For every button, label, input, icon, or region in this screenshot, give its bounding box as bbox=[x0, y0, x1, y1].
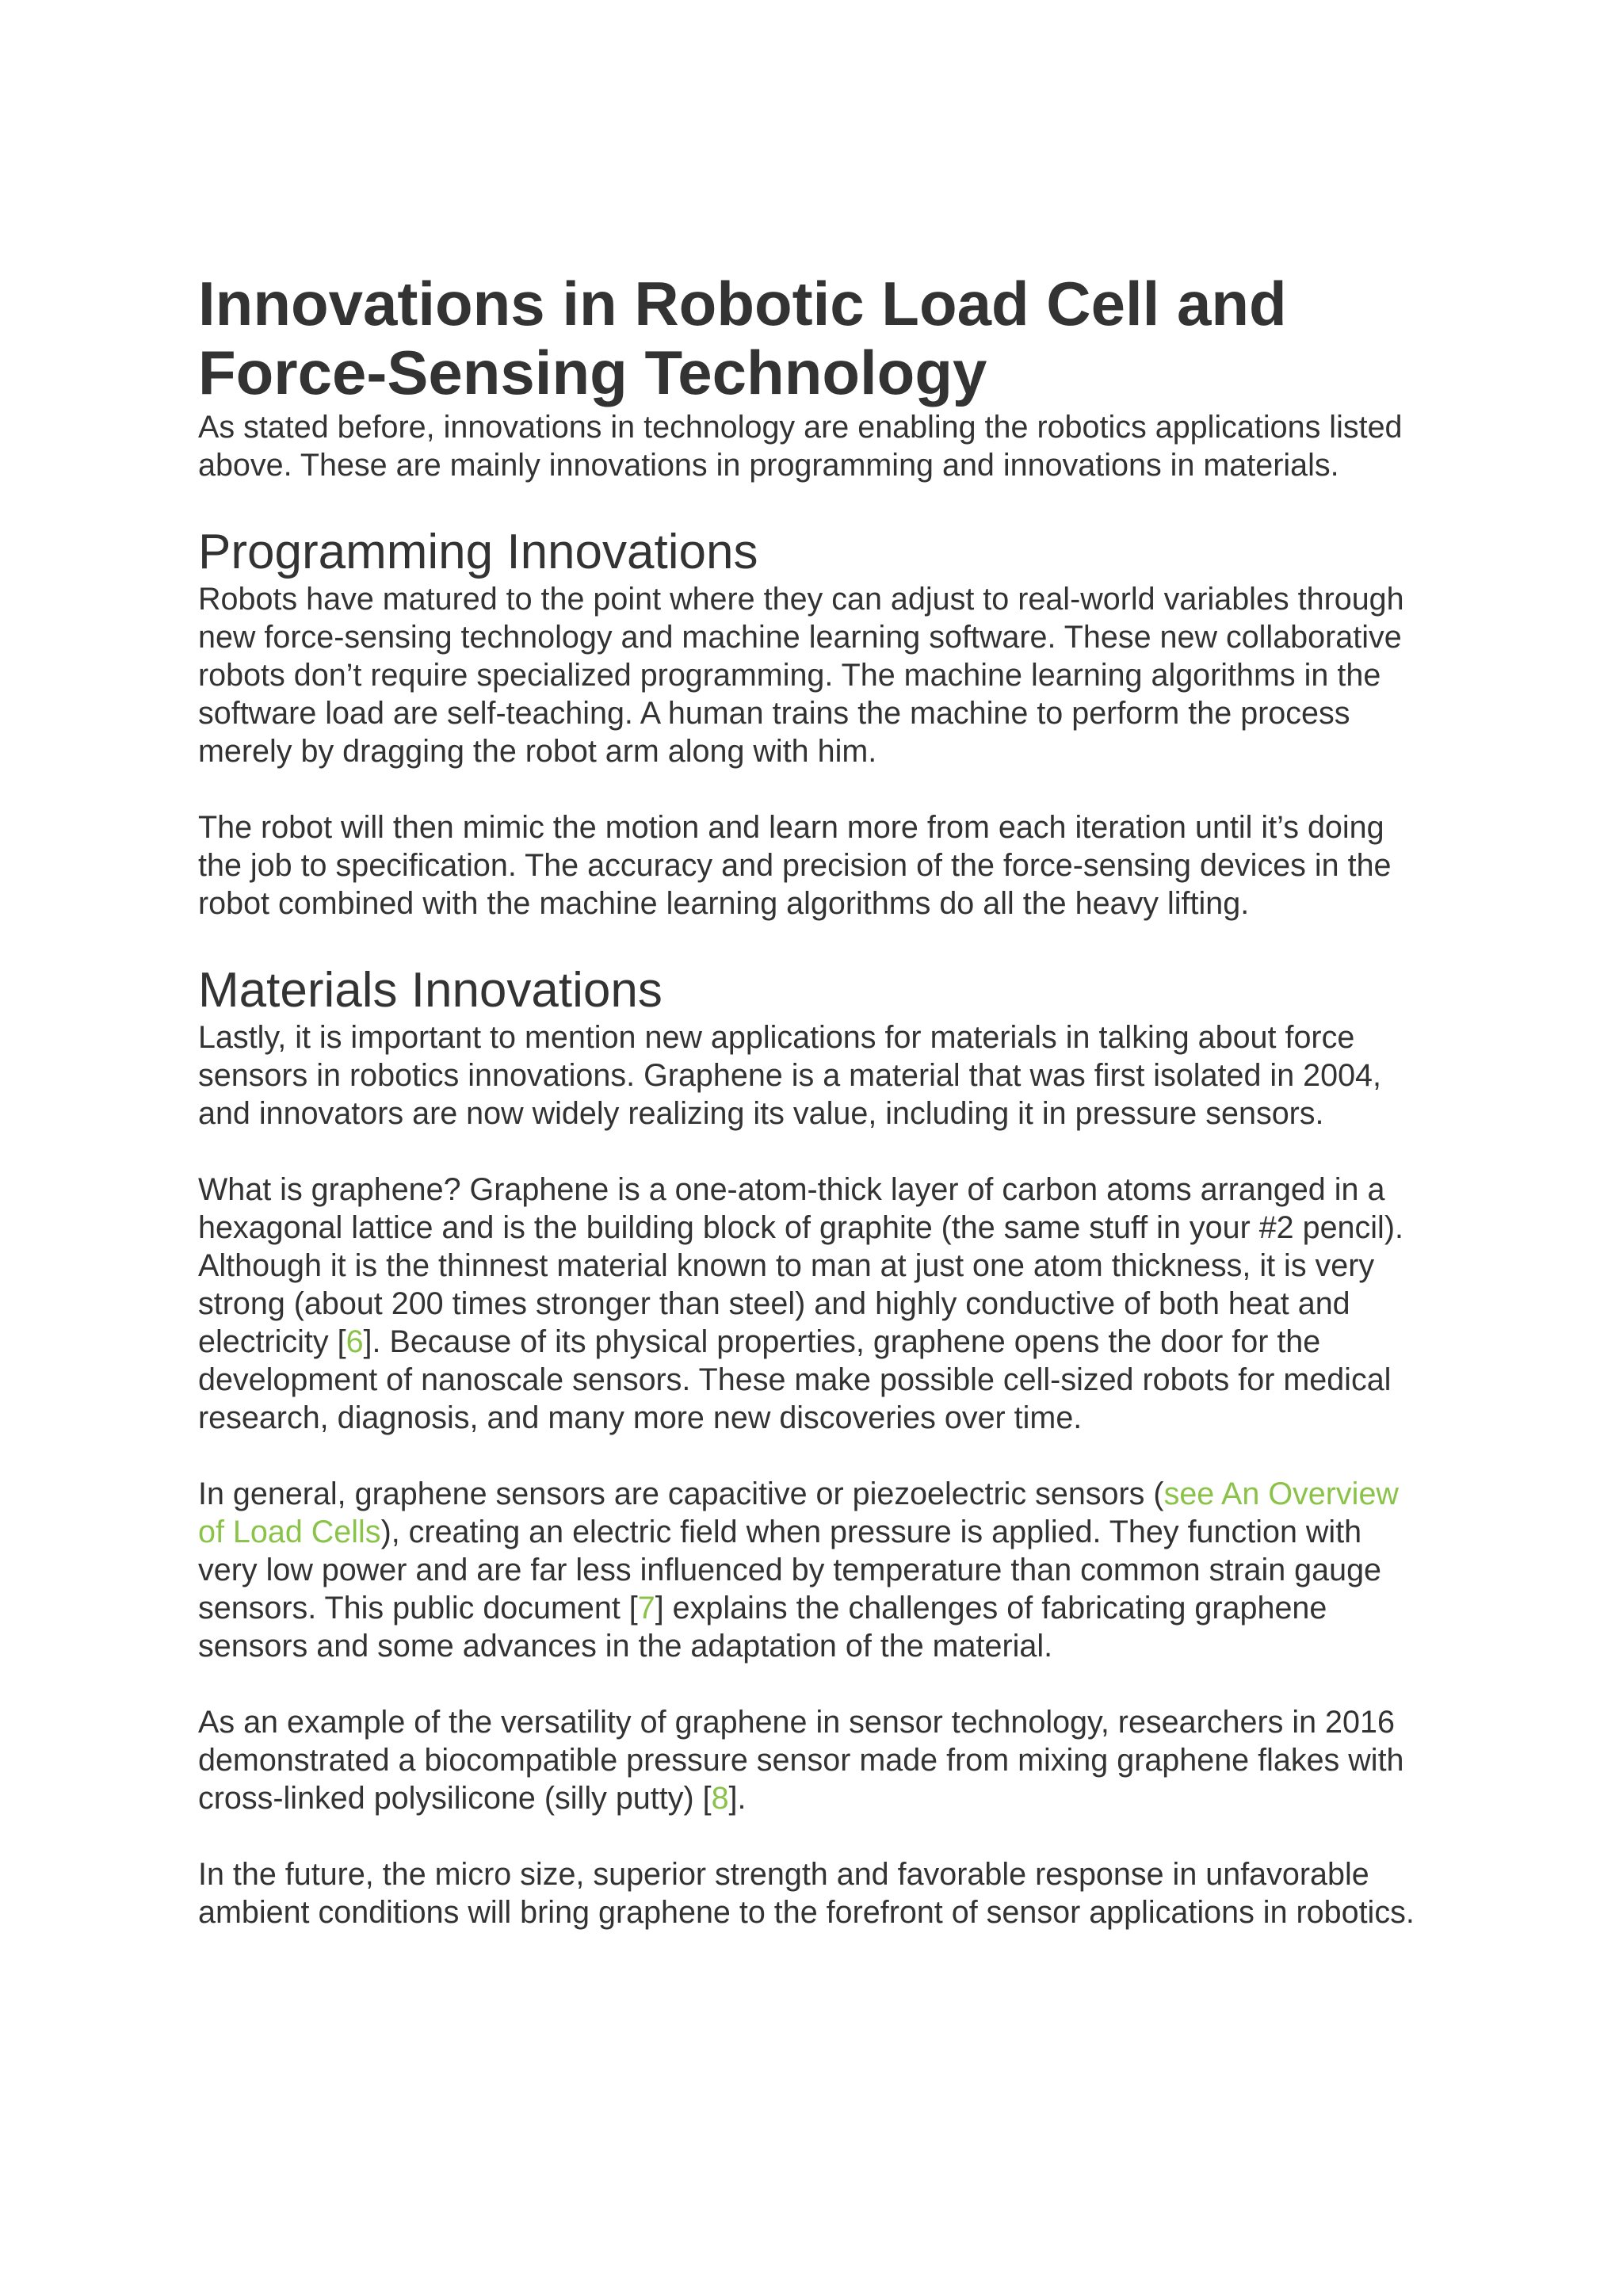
materials-paragraph-2 bbox=[198, 1171, 1429, 1437]
materials-paragraph-1: Lastly, it is important to mention new applications for materials in talking about force sensors in robotics innovations. Graphene is a material that was first isolated in 2004, and innovators are now widely realizing its value, including it in pressure sensors. bbox=[198, 1020, 1381, 1132]
text-run: ), creating an electric field when pressure is applied. They function with very low power and are far less influenced by temperature than common strain gauge sensors. This public document [ bbox=[198, 1515, 1382, 1626]
section-heading-materials: Materials Innovations bbox=[198, 963, 663, 1018]
text-run: ] explains the challenges of fabricating graphene sensors and some advances in the adaptation of the material. bbox=[198, 1591, 1327, 1664]
load-cells-overview-link[interactable]: see An Overview of Load Cells bbox=[198, 1477, 1399, 1550]
materials-paragraph-3 bbox=[198, 1475, 1429, 1665]
reference-link-8[interactable]: 8 bbox=[711, 1781, 729, 1817]
reference-link-7[interactable]: 7 bbox=[637, 1591, 655, 1626]
page-title: Innovations in Robotic Load Cell and Force-Sensing Technology bbox=[198, 269, 1287, 408]
materials-paragraph-5: In the future, the micro size, superior strength and favorable response in unfavorable ambient conditions will bring graphene to the forefront of sensor applications in robotics. bbox=[198, 1857, 1415, 1931]
text-run: ]. bbox=[728, 1781, 747, 1817]
text-run: As an example of the versatility of graphene in sensor technology, researchers in 2016 demonstrated a biocompatible pressure sensor made from mixing graphene flakes with cross-linked polysilicone (silly putty) [ bbox=[198, 1705, 1404, 1817]
intro-paragraph: As stated before, innovations in technology are enabling the robotics applications listed above. These are mainly innovations in programming and innovations in materials. bbox=[198, 409, 1403, 483]
text-run: In general, graphene sensors are capacitive or piezoelectric sensors ( bbox=[198, 1477, 1164, 1512]
programming-paragraph-2: The robot will then mimic the motion and learn more from each iteration until it’s doing the job to specification. The accuracy and precision of the force-sensing devices in the robot combined with the machine learning algorithms do all the heavy lifting. bbox=[198, 810, 1392, 922]
materials-paragraph-4 bbox=[198, 1703, 1429, 1817]
programming-paragraph-1: Robots have matured to the point where they can adjust to real-world variables through new force-sensing technology and machine learning software. These new collaborative robots don’t require specialized programming. The machine learning algorithms in the software load are self-teaching. A human trains the machine to perform the process merely by dragging the robot arm along with him. bbox=[198, 582, 1404, 770]
section-materials-innovations bbox=[198, 962, 1429, 1931]
section-heading-programming: Programming Innovations bbox=[198, 524, 758, 579]
reference-link-6[interactable]: 6 bbox=[346, 1324, 364, 1360]
text-run: ]. Because of its physical properties, graphene opens the door for the development of nanoscale sensors. These make possible cell-sized robots for medical research, diagnosis, and many more new discoveries over time. bbox=[198, 1324, 1392, 1436]
section-programming-innovations bbox=[198, 524, 1429, 923]
text-run: What is graphene? Graphene is a one-atom-thick layer of carbon atoms arranged in a hexagonal lattice and is the building block of graphite (the same stuff in your #2 pencil). Although it is the thinnest material known to man at just one atom thickness, it is very strong (about 200 times stronger than steel) and highly conductive of both heat and electricity [ bbox=[198, 1172, 1403, 1360]
